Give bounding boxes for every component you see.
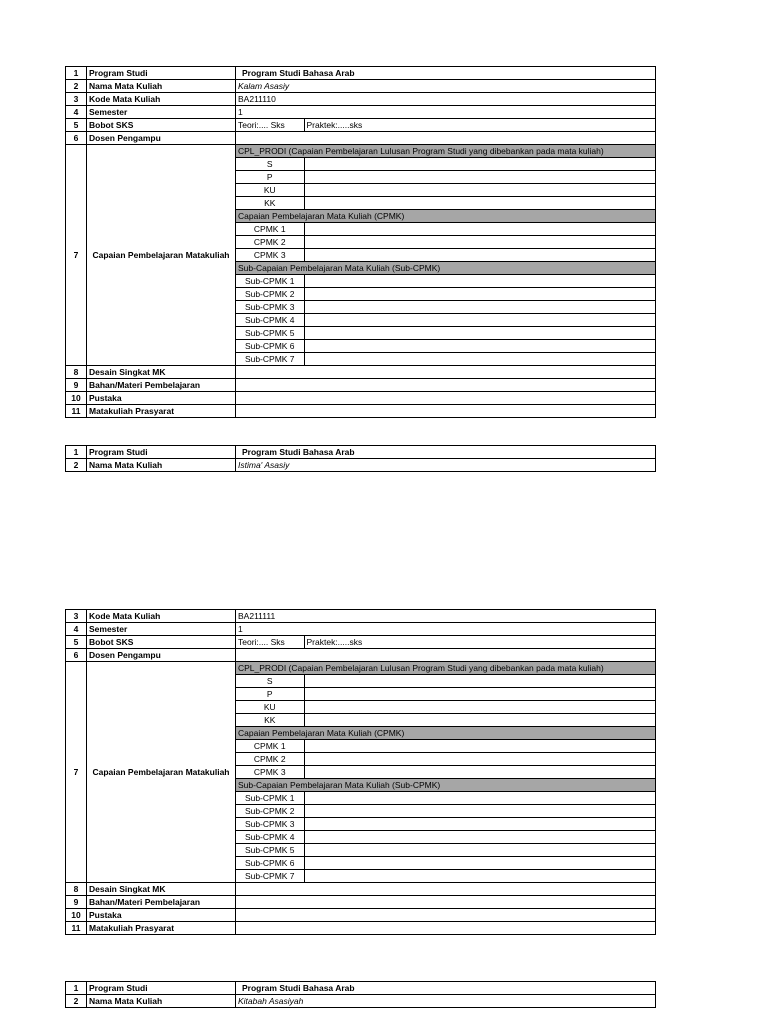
row-label: Capaian Pembelajaran Matakuliah bbox=[87, 662, 236, 883]
row-label: Bobot SKS bbox=[87, 636, 236, 649]
row-number: 2 bbox=[66, 459, 87, 472]
course-table-2 bbox=[65, 445, 656, 472]
capaian-block bbox=[236, 145, 656, 366]
row-value: Kalam Asasiy bbox=[236, 80, 656, 93]
cpmk-item: CPMK 3 bbox=[236, 766, 304, 779]
row-value bbox=[236, 883, 656, 896]
course-table-1 bbox=[65, 66, 656, 418]
sub-cpmk-item: Sub-CPMK 7 bbox=[236, 353, 304, 366]
row-number: 5 bbox=[66, 119, 87, 132]
row-value bbox=[236, 405, 656, 418]
row-label: Semester bbox=[87, 106, 236, 119]
sub-cpmk-item: Sub-CPMK 3 bbox=[236, 818, 304, 831]
row-value: Program Studi Bahasa Arab bbox=[236, 67, 656, 80]
row-label: Dosen Pengampu bbox=[87, 649, 236, 662]
row-label: Matakuliah Prasyarat bbox=[87, 405, 236, 418]
row-label: Pustaka bbox=[87, 392, 236, 405]
sub-cpmk-item: Sub-CPMK 4 bbox=[236, 831, 304, 844]
row-value: BA211111 bbox=[236, 610, 656, 623]
table-row bbox=[66, 80, 656, 93]
row-number: 9 bbox=[66, 896, 87, 909]
sub-cpmk-header: Sub-Capaian Pembelajaran Mata Kuliah (Sub-CPMK) bbox=[236, 262, 655, 275]
row-value: Istima' Asasiy bbox=[236, 459, 656, 472]
row-number: 7 bbox=[66, 145, 87, 366]
row-number: 3 bbox=[66, 93, 87, 106]
row-label: Program Studi bbox=[87, 67, 236, 80]
row-label: Desain Singkat MK bbox=[87, 366, 236, 379]
row-value bbox=[236, 649, 656, 662]
table-row bbox=[66, 106, 656, 119]
sub-cpmk-item: Sub-CPMK 6 bbox=[236, 340, 304, 353]
course-table-3 bbox=[65, 609, 656, 935]
row-label: Capaian Pembelajaran Matakuliah bbox=[87, 145, 236, 366]
row-number: 2 bbox=[66, 995, 87, 1008]
row-label: Kode Mata Kuliah bbox=[87, 93, 236, 106]
table-row bbox=[66, 636, 656, 649]
row-number: 8 bbox=[66, 366, 87, 379]
row-number: 11 bbox=[66, 405, 87, 418]
row-value: Kitabah Asasiyah bbox=[236, 995, 656, 1008]
row-value bbox=[236, 896, 656, 909]
sub-cpmk-item: Sub-CPMK 2 bbox=[236, 805, 304, 818]
row-label: Nama Mata Kuliah bbox=[87, 995, 236, 1008]
praktek-sks: Praktek:.....sks bbox=[306, 637, 363, 647]
row-number: 10 bbox=[66, 392, 87, 405]
cpl-item: P bbox=[236, 688, 304, 701]
row-number: 6 bbox=[66, 132, 87, 145]
table-row bbox=[66, 366, 656, 379]
row-label: Dosen Pengampu bbox=[87, 132, 236, 145]
row-number: 9 bbox=[66, 379, 87, 392]
course-table-4 bbox=[65, 981, 656, 1008]
row-number: 1 bbox=[66, 982, 87, 995]
sub-cpmk-item: Sub-CPMK 1 bbox=[236, 275, 304, 288]
table-row bbox=[66, 922, 656, 935]
row-value bbox=[236, 392, 656, 405]
row-number: 6 bbox=[66, 649, 87, 662]
table-row bbox=[66, 649, 656, 662]
table-row bbox=[66, 896, 656, 909]
row-value bbox=[236, 132, 656, 145]
praktek-sks: Praktek:.....sks bbox=[306, 120, 363, 130]
row-label: Program Studi bbox=[87, 446, 236, 459]
cpl-header: CPL_PRODI (Capaian Pembelajaran Lulusan Program Studi yang dibebankan pada mata kuliah) bbox=[236, 145, 655, 158]
sub-cpmk-item: Sub-CPMK 5 bbox=[236, 327, 304, 340]
table-row bbox=[66, 119, 656, 132]
row-number: 3 bbox=[66, 610, 87, 623]
row-label: Pustaka bbox=[87, 909, 236, 922]
table-row bbox=[66, 459, 656, 472]
table-row bbox=[66, 379, 656, 392]
cpmk-item: CPMK 3 bbox=[236, 249, 304, 262]
row-number: 7 bbox=[66, 662, 87, 883]
teori-sks: Teori:.... Sks bbox=[236, 119, 304, 131]
sub-cpmk-item: Sub-CPMK 4 bbox=[236, 314, 304, 327]
table-row bbox=[66, 982, 656, 995]
cpl-item: KU bbox=[236, 184, 304, 197]
row-label: Bahan/Materi Pembelajaran bbox=[87, 379, 236, 392]
cpmk-item: CPMK 2 bbox=[236, 236, 304, 249]
capaian-block bbox=[236, 662, 656, 883]
row-label: Program Studi bbox=[87, 982, 236, 995]
row-value bbox=[236, 922, 656, 935]
cpl-header: CPL_PRODI (Capaian Pembelajaran Lulusan Program Studi yang dibebankan pada mata kuliah) bbox=[236, 662, 655, 675]
row-value: Program Studi Bahasa Arab bbox=[236, 446, 656, 459]
sks-cell bbox=[236, 119, 656, 132]
cpmk-item: CPMK 1 bbox=[236, 740, 304, 753]
row-value: 1 bbox=[236, 623, 656, 636]
row-number: 1 bbox=[66, 67, 87, 80]
cpmk-header: Capaian Pembelajaran Mata Kuliah (CPMK) bbox=[236, 727, 655, 740]
row-number: 4 bbox=[66, 623, 87, 636]
table-row bbox=[66, 132, 656, 145]
row-number: 10 bbox=[66, 909, 87, 922]
row-value: Program Studi Bahasa Arab bbox=[236, 982, 656, 995]
row-number: 11 bbox=[66, 922, 87, 935]
sub-cpmk-header: Sub-Capaian Pembelajaran Mata Kuliah (Sub-CPMK) bbox=[236, 779, 655, 792]
table-row bbox=[66, 995, 656, 1008]
row-label: Nama Mata Kuliah bbox=[87, 80, 236, 93]
sub-cpmk-item: Sub-CPMK 6 bbox=[236, 857, 304, 870]
cpmk-item: CPMK 2 bbox=[236, 753, 304, 766]
row-value: BA211110 bbox=[236, 93, 656, 106]
row-number: 8 bbox=[66, 883, 87, 896]
row-label: Bahan/Materi Pembelajaran bbox=[87, 896, 236, 909]
sub-cpmk-item: Sub-CPMK 3 bbox=[236, 301, 304, 314]
table-row bbox=[66, 446, 656, 459]
sub-cpmk-item: Sub-CPMK 2 bbox=[236, 288, 304, 301]
row-value bbox=[236, 366, 656, 379]
table-row bbox=[66, 392, 656, 405]
row-label: Kode Mata Kuliah bbox=[87, 610, 236, 623]
table-row bbox=[66, 909, 656, 922]
row-label: Matakuliah Prasyarat bbox=[87, 922, 236, 935]
cpl-item: P bbox=[236, 171, 304, 184]
cpl-item: KK bbox=[236, 197, 304, 210]
cpl-item: KU bbox=[236, 701, 304, 714]
row-label: Semester bbox=[87, 623, 236, 636]
row-number: 1 bbox=[66, 446, 87, 459]
cpmk-item: CPMK 1 bbox=[236, 223, 304, 236]
table-row bbox=[66, 610, 656, 623]
table-row bbox=[66, 405, 656, 418]
cpmk-header: Capaian Pembelajaran Mata Kuliah (CPMK) bbox=[236, 210, 655, 223]
row-number: 5 bbox=[66, 636, 87, 649]
table-row bbox=[66, 883, 656, 896]
row-label: Nama Mata Kuliah bbox=[87, 459, 236, 472]
sub-cpmk-item: Sub-CPMK 7 bbox=[236, 870, 304, 883]
row-value bbox=[236, 909, 656, 922]
cpl-item: KK bbox=[236, 714, 304, 727]
row-number: 2 bbox=[66, 80, 87, 93]
sub-cpmk-item: Sub-CPMK 1 bbox=[236, 792, 304, 805]
table-row bbox=[66, 623, 656, 636]
cpl-item: S bbox=[236, 675, 304, 688]
teori-sks: Teori:.... Sks bbox=[236, 636, 304, 648]
table-row bbox=[66, 93, 656, 106]
row-label: Bobot SKS bbox=[87, 119, 236, 132]
sub-cpmk-item: Sub-CPMK 5 bbox=[236, 844, 304, 857]
row-value: 1 bbox=[236, 106, 656, 119]
table-row bbox=[66, 662, 656, 883]
table-row bbox=[66, 67, 656, 80]
row-label: Desain Singkat MK bbox=[87, 883, 236, 896]
row-number: 4 bbox=[66, 106, 87, 119]
cpl-item: S bbox=[236, 158, 304, 171]
sks-cell bbox=[236, 636, 656, 649]
row-value bbox=[236, 379, 656, 392]
table-row bbox=[66, 145, 656, 366]
